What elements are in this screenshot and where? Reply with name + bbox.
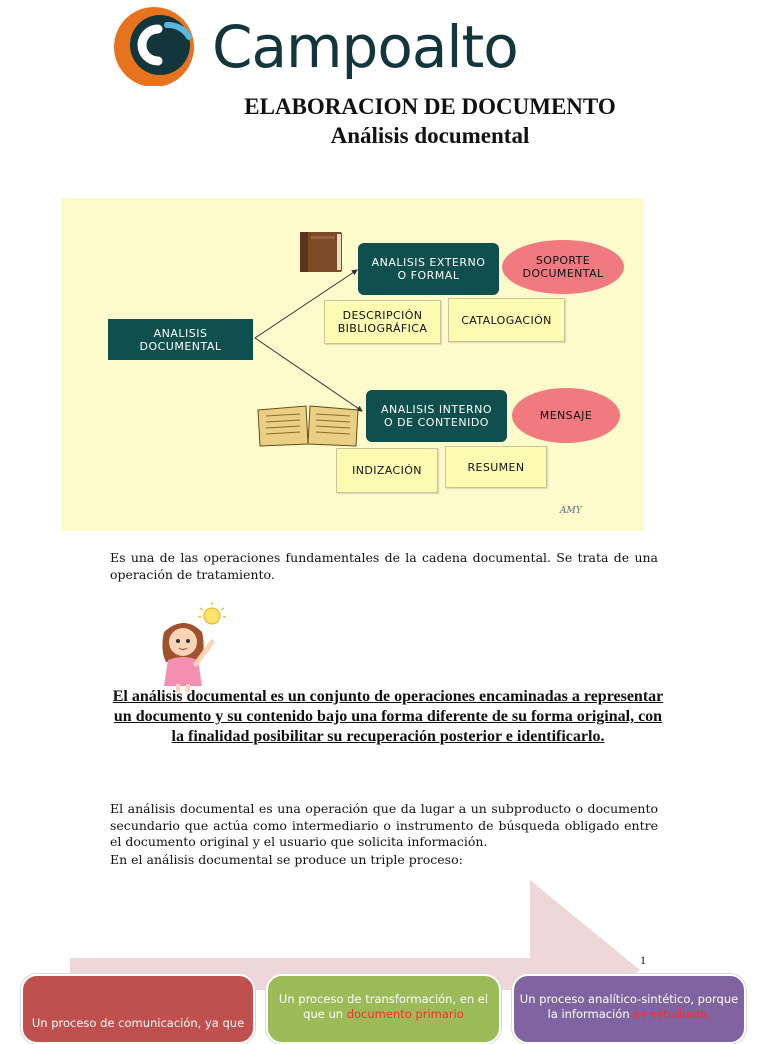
body-paragraph: El análisis documental es una operación que da lugar a un subproducto o documento secundario que actúa como intermediario o instrumento de búsqueda obligado entre el documento original y el usuario que solicita información. [110, 801, 658, 849]
card-highlight: es estudiada, [633, 1007, 711, 1021]
document-subtitle: Análisis documental [330, 123, 530, 148]
body-paragraph-2: En el análisis documental se produce un triple proceso: [110, 852, 463, 867]
diagram-signature: AMY [560, 506, 582, 516]
card-text: Un proceso de comunicación, ya que [31, 1016, 245, 1030]
logo-text: Campoalto [212, 13, 518, 81]
campoalto-logo-icon [112, 7, 196, 86]
intro-paragraph: Es una de las operaciones fundamentales de la cadena documental. Se trata de una operación de tratamiento. [110, 550, 658, 582]
process-card-analytic [512, 974, 746, 1044]
root-analysis-box: ANALISIS DOCUMENTAL [108, 319, 253, 360]
card-text: Un proceso de transformación, en el que un [278, 992, 489, 1021]
analysis-diagram [62, 198, 644, 531]
internal-analysis-box: ANALISIS INTERNO O DE CONTENIDO [366, 390, 507, 442]
support-oval: SOPORTE DOCUMENTAL [502, 240, 624, 294]
definition-highlight: El análisis documental es un conjunto de operaciones encaminadas a representar un documento y su contenido bajo una forma diferente de su forma original, con la finalidad posibilitar su recuperación posterior e identificarlo. [112, 688, 664, 745]
process-card-transformation [266, 974, 501, 1044]
page-number: 1 [640, 953, 646, 967]
card-highlight: documento primario [346, 1007, 464, 1021]
external-analysis-box: ANALISIS EXTERNO O FORMAL [358, 243, 499, 295]
note-indizacion: INDIZACIÓN [336, 448, 438, 493]
note-descripcion: DESCRIPCIÓN BIBLIOGRÁFICA [324, 300, 441, 344]
process-card-communication [21, 974, 255, 1044]
note-resumen: RESUMEN [445, 446, 547, 488]
card-text: Un proceso analítico-sintético, porque la información [519, 992, 739, 1021]
open-book-icon [254, 402, 362, 448]
document-title: ELABORACION DE DOCUMENTO [244, 94, 616, 119]
message-oval: MENSAJE [512, 388, 620, 443]
closed-book-icon [297, 230, 345, 274]
girl-idea-illustration [150, 602, 240, 694]
note-catalogacion: CATALOGACIÓN [448, 298, 565, 342]
